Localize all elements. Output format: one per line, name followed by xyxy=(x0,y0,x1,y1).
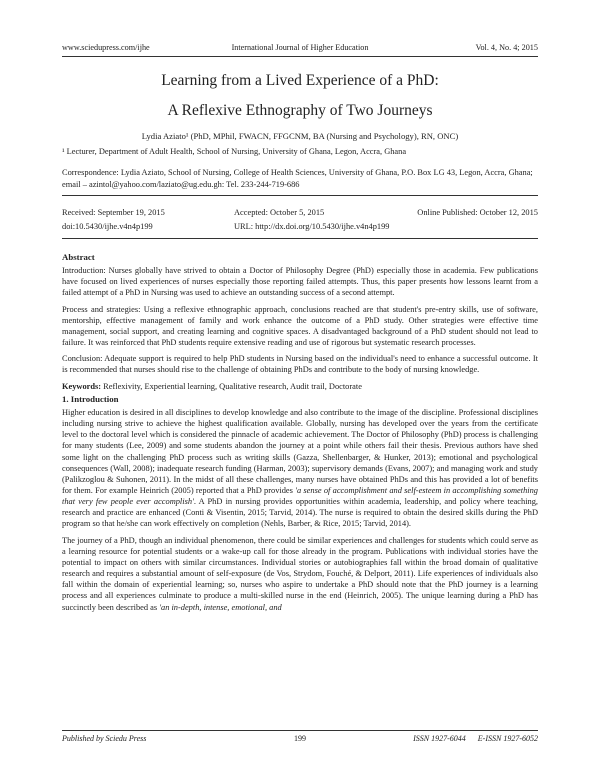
abstract-paragraph: Process and strategies: Using a reflexive ethnographic approach, conclusions reached are that student's pre-entry skills, use of software, mentorship, effective management of family and work enhance the outcome of a PhD study. Other strategies were effective time management, social support, and creating learning and cognitive spaces. A disadvantaged background of a PhD student should not lead to failure. It was reinforced that PhD students require extensive reading and use of rigorous but systematic research processes. xyxy=(62,304,538,348)
paper-title-line1: Learning from a Lived Experience of a PhD: xyxy=(161,72,439,89)
section-heading: 1. Introduction xyxy=(62,393,119,404)
abstract-heading: Abstract xyxy=(62,252,95,262)
author-line: Lydia Aziato¹ (PhD, MPhil, FWACN, FFGCNM, BA (Nursing and Psychology), RN, ONC) xyxy=(141,131,459,141)
affiliation: ¹ Lecturer, Department of Adult Health, School of Nursing, University of Ghana, Legon, Accra, Ghana xyxy=(62,147,407,156)
header-divider xyxy=(62,56,538,57)
quote: 'a sense of accomplishment and self-esteem in accomplishing something that very few people ever accomplish' xyxy=(62,485,538,507)
running-footer xyxy=(62,734,538,746)
accepted-date: Accepted: October 5, 2015 xyxy=(234,208,325,217)
footer-divider xyxy=(62,730,538,731)
received-date: Received: September 19, 2015 xyxy=(62,208,165,217)
abstract-paragraph: Introduction: Nurses globally have strived to obtain a Doctor of Philosophy Degree (PhD) especially those in academia. Few publications have focused on lived experiences of nurses especially those reporting failed attempts. Thus, this paper presents how lessons learnt from a failed attempt of a PhD in Nursing was used to achieve an outstanding success of a second attempt. xyxy=(62,266,538,298)
body-paragraph: Higher education is desired in all disciplines to develop knowledge and also contribute to the image of the discipline. Professional disciplines including nursing strive to achieve the highest qualification available. Globally, nursing has developed over the years from the certificate level to the doctoral level which is considered the pinnacle of academic achievement. The Doctor of Philosophy (PhD) process is challenging for many students (Lee, 2009) and some students abandon the journey at a point while others fail their thesis. Previous authors have shed some light on the challenging PhD process such as writing skills (Gazza, Shellenbarger, & Hunker, 2013); emotional and psychological consequences (Wall, 2008); inadequate research funding (Harman, 2003); supervisory demands (Evans, 2007); and managing work and study (Palikzoglou & Suhonen, 2011). In the midst of all these challenges, many nurses have obtained PhDs and this has provided a lot of benefits for them. For example Heinrich (2005) reported that a PhD provides 'a sense of accomplishment and self-esteem in accomplishing something that very few people ever accomplish'. A PhD in nursing provides opportunities within academia, leadership, and policy where teaching, research and practice are enhanced (Conti & Visentin, 2015; Tarvid, 2014). The nurse is required to obtain the desired skills during the PhD program so that he/she can work effectively on completion (Nehls, Barber, & Rice, 2015; Tarvid, 2014). xyxy=(62,407,538,529)
keywords xyxy=(62,381,538,392)
paper-body xyxy=(62,252,538,618)
correspondence: Correspondence: Lydia Aziato, School of Nursing, College of Health Sciences, University of Ghana, P.O. Box LG 43, Legon, Accra, Ghana; email – azintol@yahoo.com/laziato@ug.edu.gh: Tel. 233-244-719-686 xyxy=(62,168,533,189)
keywords-text: Reflexivity, Experiential learning, Qualitative research, Audit trail, Doctorate xyxy=(103,381,362,391)
quote: 'an in-depth, intense, emotional, and xyxy=(159,602,282,612)
journal-url[interactable]: www.sciedupress.com/ijhe xyxy=(62,43,150,52)
abstract-paragraph: Conclusion: Adequate support is required to help PhD students in Nursing based on the individual's need to enhance a successful outcome. It is recommended that nurses should rise to the challenge of obtaining PhDs and contribute to the body of nursing knowledge. xyxy=(62,354,538,375)
body-paragraph: The journey of a PhD, though an individual phenomenon, there could be similar experiences and challenges for students which could serve as a learning resource for potential students or a wake-up call for those already in the program. Publications with individual stories have the potential to impact on others with similar circumstances. Individual stories or autobiographies fall within the broad domain of qualitative research and requires a substantial amount of self-exposure (de Vos, Strydom, Fouché, & Delport, 2011). Life experiences of individuals also fall within the domain of experiential learning; so, nurses who aspire to undertake a PhD should note that the PhD journey is a learning process and all experiences culminate to produce a multi-skilled nurse in the end (Heinrich, 2005). The unique learning during a PhD has succinctly been described as 'an in-depth, intense, emotional, and xyxy=(62,535,538,612)
volume-info: Vol. 4, No. 4; 2015 xyxy=(475,43,538,52)
page-number: 199 xyxy=(294,734,306,743)
divider xyxy=(62,238,538,239)
doi-url[interactable]: URL: http://dx.doi.org/10.5430/ijhe.v4n4p199 xyxy=(234,222,390,231)
divider xyxy=(62,195,538,196)
online-date: Online Published: October 12, 2015 xyxy=(417,208,538,217)
doi[interactable]: doi:10.5430/ijhe.v4n4p199 xyxy=(62,222,153,231)
publisher: Published by Sciedu Press xyxy=(62,734,147,743)
keywords-label: Keywords: xyxy=(62,381,102,391)
paper-title-line2: A Reflexive Ethnography of Two Journeys xyxy=(167,102,433,119)
issn-info: ISSN 1927-6044 E-ISSN 1927-6052 xyxy=(413,734,538,743)
running-header xyxy=(62,43,538,55)
journal-name: International Journal of Higher Education xyxy=(231,43,369,52)
